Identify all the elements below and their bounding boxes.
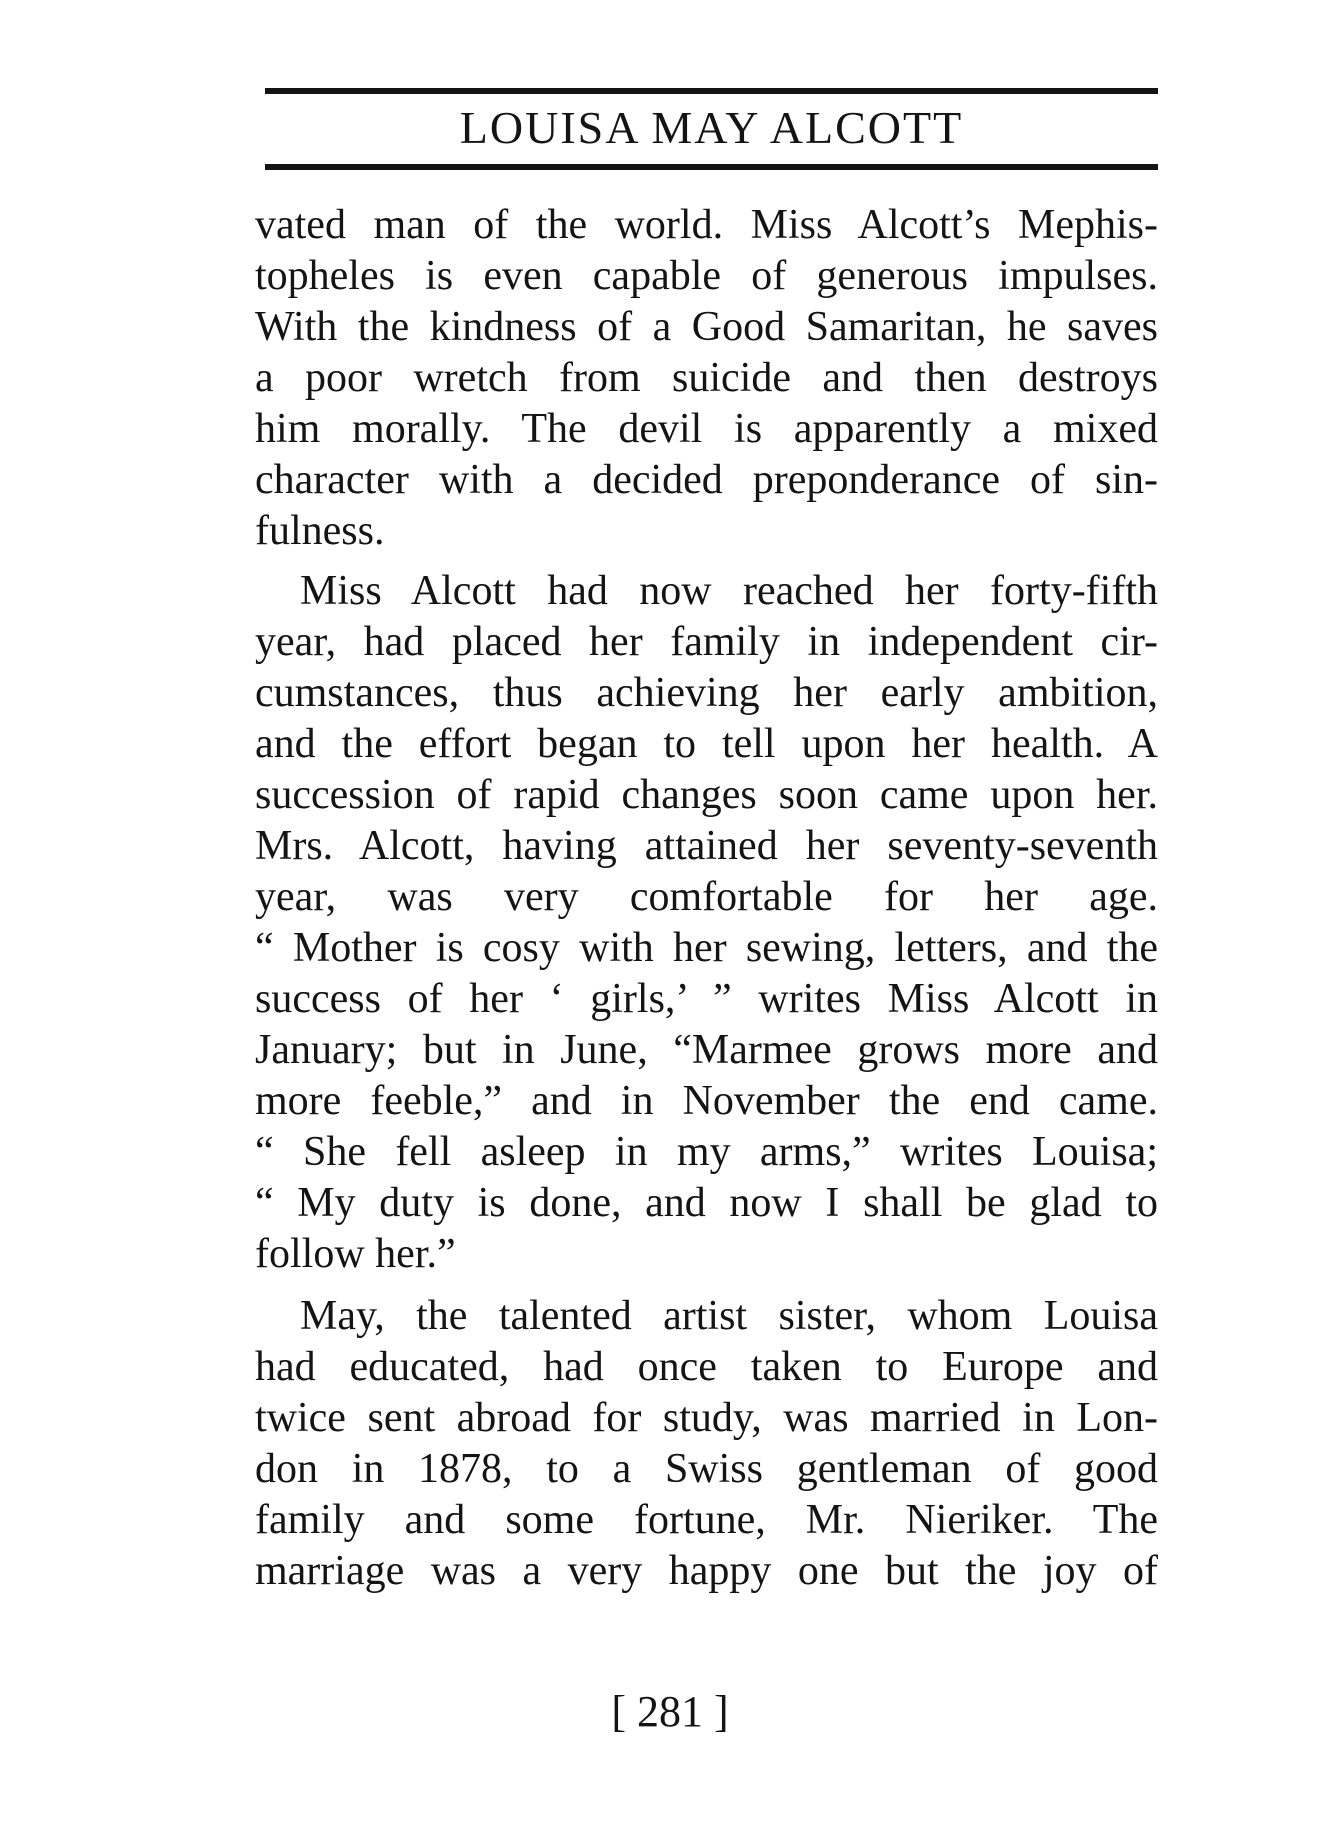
text-line: year, was very comfortable for her age. <box>255 874 1158 920</box>
text-line: a poor wretch from suicide and then destroys <box>255 355 1158 401</box>
text-line: follow her.” <box>255 1231 456 1277</box>
text-line: and the effort began to tell upon her health. A <box>255 721 1158 767</box>
text-line: year, had placed her family in independent cir- <box>255 619 1158 665</box>
text-line: more feeble,” and in November the end came. <box>255 1078 1158 1124</box>
text-line: marriage was a very happy one but the joy of <box>255 1548 1158 1594</box>
text-line: “ She fell asleep in my arms,” writes Louisa; <box>255 1129 1158 1175</box>
text-line: vated man of the world. Miss Alcott’s Mephis- <box>255 202 1158 248</box>
text-line: success of her ‘ girls,’ ” writes Miss Alcott in <box>255 976 1158 1022</box>
header-top-rule <box>265 88 1158 94</box>
running-head: LOUISA MAY ALCOTT <box>459 102 964 153</box>
text-line: Miss Alcott had now reached her forty-fifth <box>300 568 1158 614</box>
text-line: family and some fortune, Mr. Nieriker. The <box>255 1497 1158 1543</box>
text-line: Mrs. Alcott, having attained her seventy-seventh <box>255 823 1158 869</box>
text-line: cumstances, thus achieving her early ambition, <box>255 670 1158 716</box>
header-bottom-rule <box>265 164 1158 170</box>
text-line: fulness. <box>255 508 385 554</box>
text-line: succession of rapid changes soon came upon her. <box>255 772 1158 818</box>
text-line: “ My duty is done, and now I shall be glad to <box>255 1180 1158 1226</box>
text-line: had educated, had once taken to Europe and <box>255 1344 1158 1390</box>
text-line: May, the talented artist sister, whom Louisa <box>300 1293 1158 1339</box>
text-line: don in 1878, to a Swiss gentleman of good <box>255 1446 1158 1492</box>
text-line: “ Mother is cosy with her sewing, letters, and the <box>255 925 1158 971</box>
text-line: topheles is even capable of generous impulses. <box>255 253 1158 299</box>
text-line: January; but in June, “Marmee grows more and <box>255 1027 1158 1073</box>
text-line: character with a decided preponderance of sin- <box>255 457 1158 503</box>
text-line: twice sent abroad for study, was married in Lon- <box>255 1395 1158 1441</box>
text-line: With the kindness of a Good Samaritan, he saves <box>255 304 1158 350</box>
text-line: him morally. The devil is apparently a mixed <box>255 406 1158 452</box>
page-number: [ 281 ] <box>611 1687 729 1736</box>
